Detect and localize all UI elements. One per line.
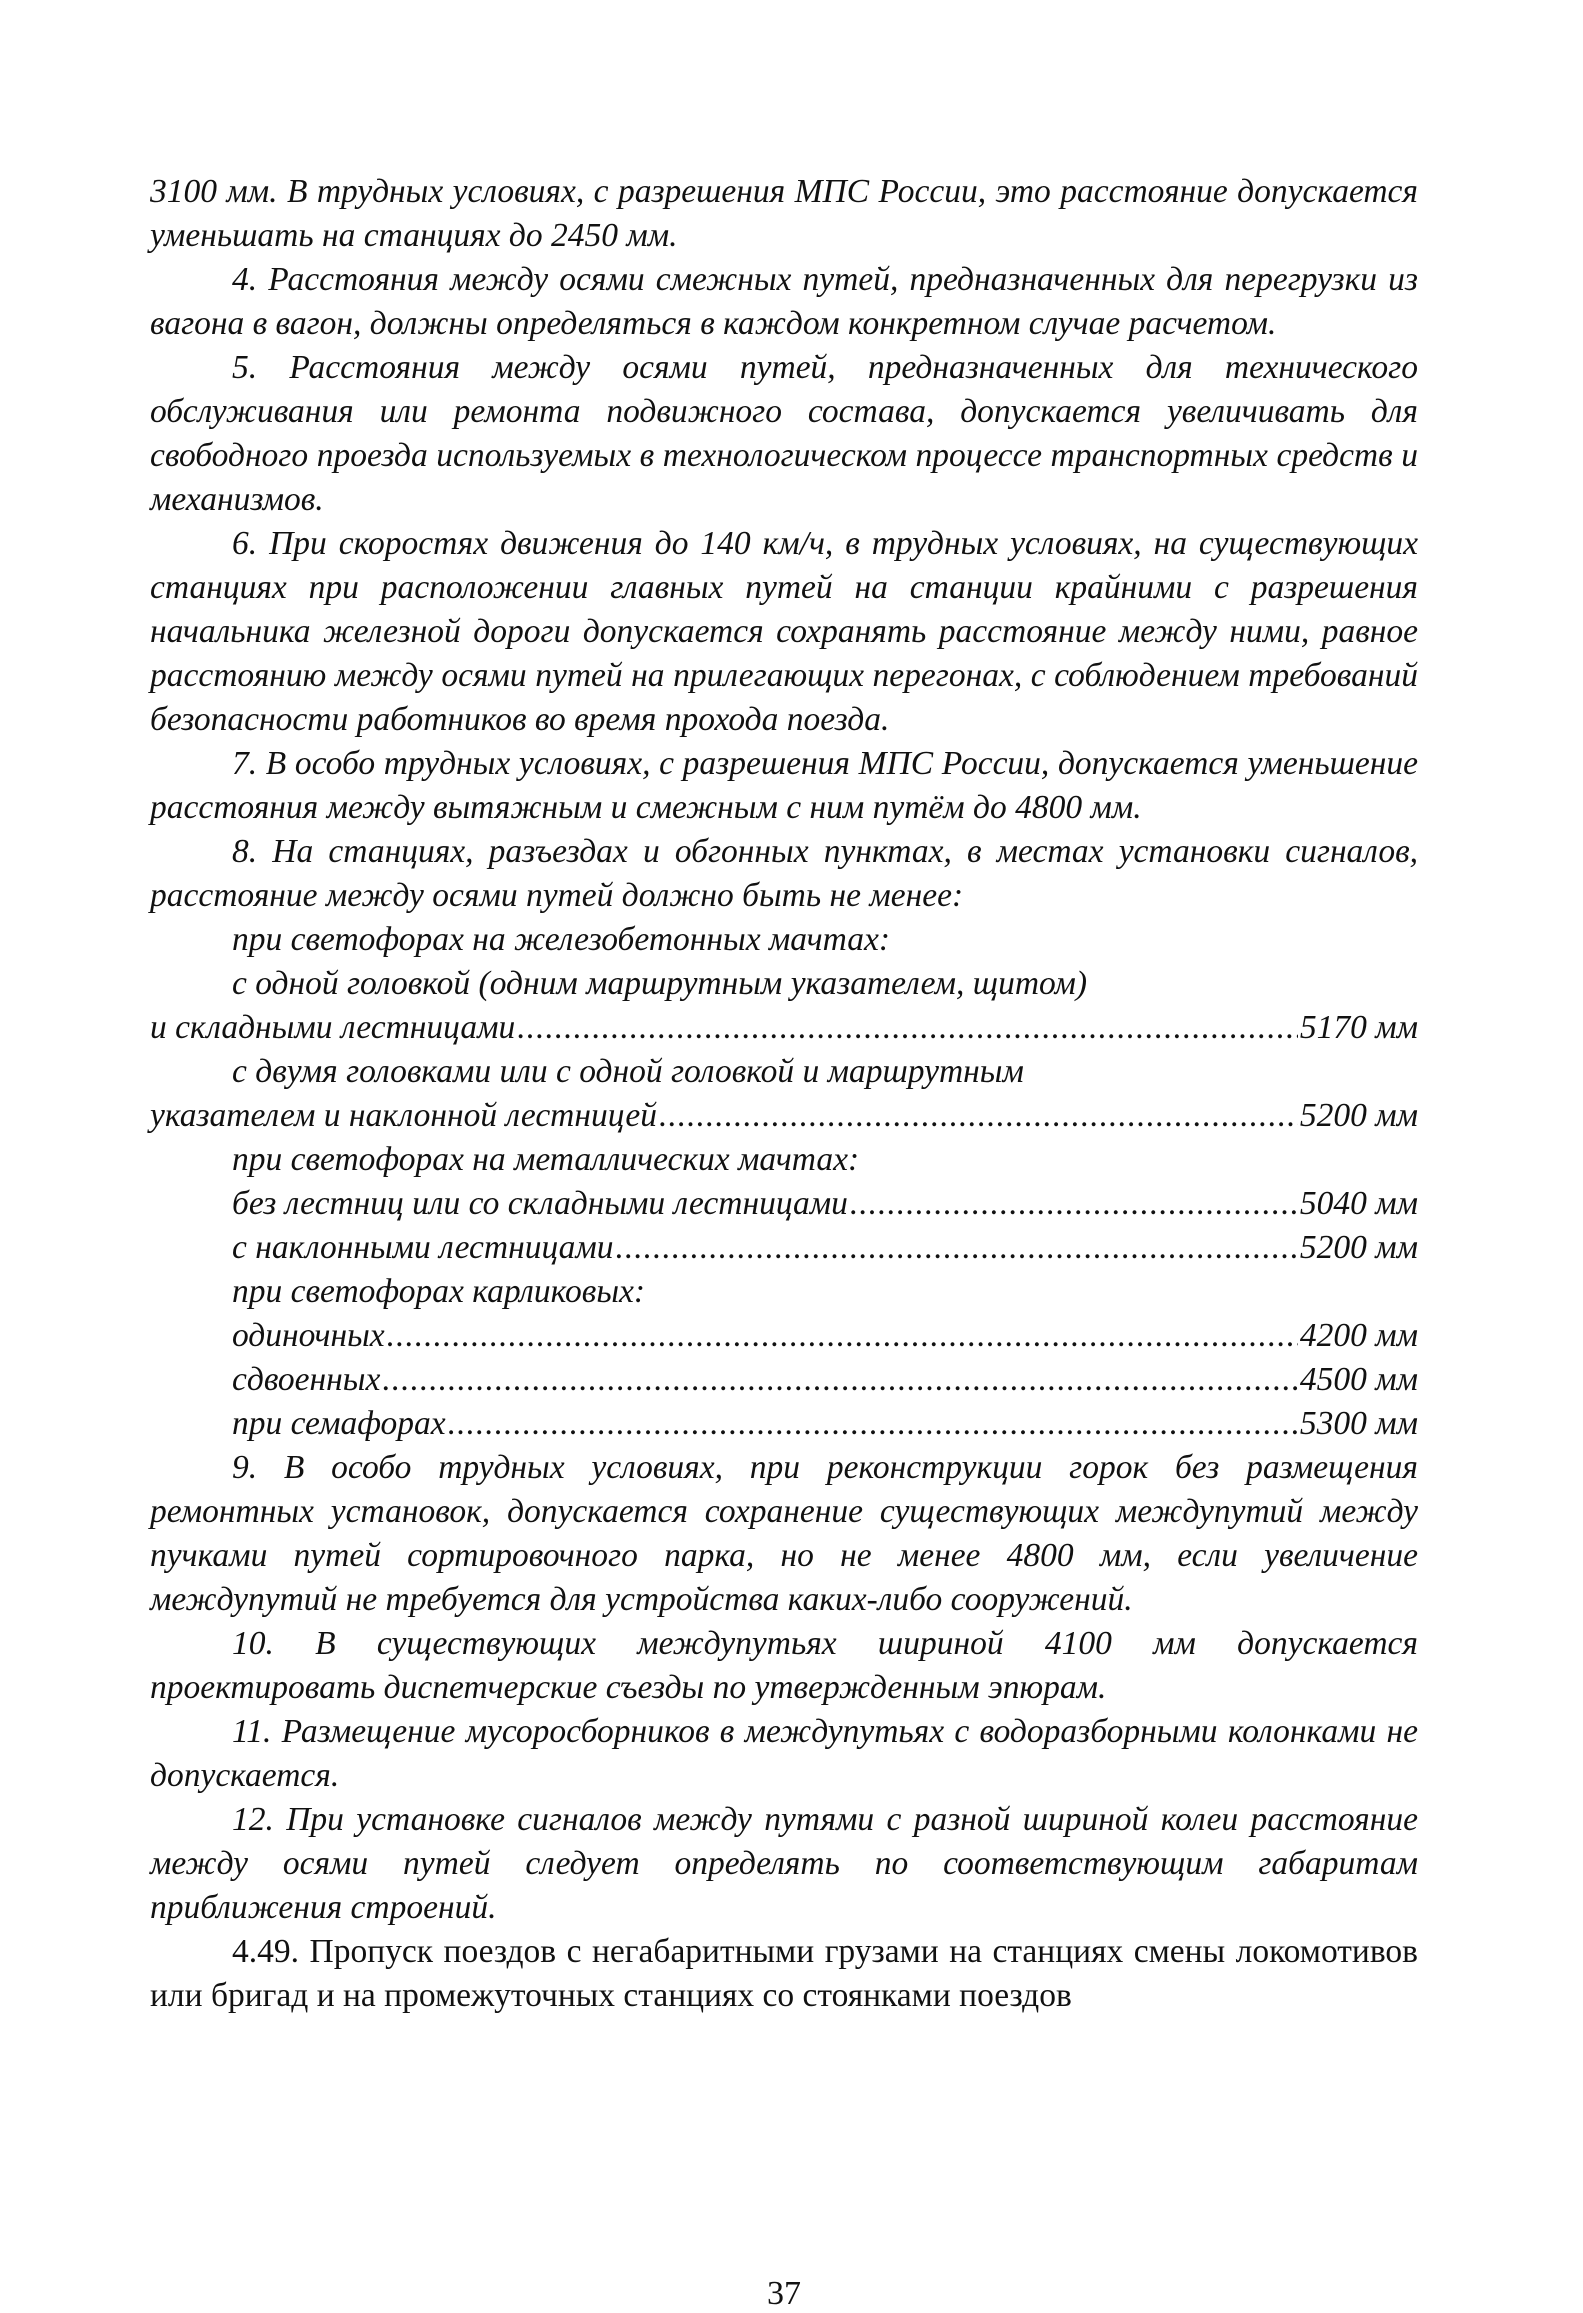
leader-dots — [659, 1094, 1298, 1138]
list-item-value: 5200 мм — [1299, 1097, 1418, 1134]
paragraph-intro: 3100 мм. В трудных условиях, с разрешения МПС России, это расстояние допускается уменьшать на станциях до 2450 мм. — [150, 173, 1418, 254]
paragraph-4: 4. Расстояния между осями смежных путей, предназначенных для перегрузки из вагона в вагон, должны определяться в каждом конкретном случае расчетом. — [150, 261, 1418, 342]
paragraph-6: 6. При скоростях движения до 140 км/ч, в трудных условиях, на существующих станциях при расположении главных путей на станции крайними с разрешения начальника железной дороги допускается сохранять расстояние между ними, равное расстоянию между осями путей на прилегающих перегонах, с соблюдением требований безопасности работников во время прохода поезда. — [150, 525, 1418, 738]
list-item — [150, 1358, 1418, 1402]
paragraph-12: 12. При установке сигналов между путями с разной шириной колеи расстояние между осями путей следует определять по соответствующим габаритам приближения строений. — [150, 1801, 1418, 1926]
paragraph-8: 8. На станциях, разъездах и обгонных пунктах, в местах установки сигналов, расстояние между осями путей должно быть не менее: — [150, 833, 1418, 914]
leader-dots — [387, 1314, 1298, 1358]
list-item-value: 4500 мм — [1299, 1361, 1418, 1398]
list-item-value: 5170 мм — [1299, 1009, 1418, 1046]
list-item-value: 5300 мм — [1299, 1405, 1418, 1442]
list-item-value: 5040 мм — [1299, 1185, 1418, 1222]
list-item-label: и складными лестницами — [150, 1009, 516, 1046]
list-item-label: при семафорах — [232, 1405, 446, 1442]
list-item-text: с двумя головками или с одной головкой и маршрутным — [232, 1053, 1024, 1090]
leader-dots — [616, 1226, 1298, 1270]
list-item-label: одиночных — [232, 1317, 385, 1354]
leader-dots — [517, 1006, 1298, 1050]
page-number: 37 — [767, 2275, 801, 2312]
paragraph-10: 10. В существующих междупутьях шириной 4100 мм допускается проектировать диспетчерские съезды по утвержденным эпюрам. — [150, 1625, 1418, 1706]
list-item — [150, 1006, 1418, 1050]
paragraph-7: 7. В особо трудных условиях, с разрешения МПС России, допускается уменьшение расстояния между вытяжным и смежным с ним путём до 4800 мм. — [150, 745, 1418, 826]
signal-distance-list — [150, 918, 1418, 1446]
document-page — [150, 170, 1418, 2312]
paragraph-9: 9. В особо трудных условиях, при реконструкции горок без размещения ремонтных установок, допускается сохранение существующих междупутий между пучками путей сортировочного парка, но не менее 4800 мм, если увеличение междупутий не требуется для устройства каких-либо сооружений. — [150, 1449, 1418, 1618]
paragraph-4-49: 4.49. Пропуск поездов с негабаритными грузами на станциях смены локомотивов или бригад и на промежуточных станциях со стоянками поездов — [150, 1933, 1418, 2014]
list-item — [150, 1094, 1418, 1138]
leader-dots — [382, 1358, 1298, 1402]
list-group-heading: при светофорах на железобетонных мачтах: — [232, 921, 890, 958]
paragraph-11: 11. Размещение мусоросборников в междупутьях с водоразборными колонками не допускается. — [150, 1713, 1418, 1794]
list-item-value: 5200 мм — [1299, 1229, 1418, 1266]
list-group-heading: при светофорах на металлических мачтах: — [232, 1141, 860, 1178]
list-item — [150, 1182, 1418, 1226]
list-item — [150, 1314, 1418, 1358]
list-item-label: без лестниц или со складными лестницами — [232, 1185, 848, 1222]
list-item — [150, 1402, 1418, 1446]
list-item-text: с одной головкой (одним маршрутным указателем, щитом) — [232, 965, 1088, 1002]
list-item-label: с наклонными лестницами — [232, 1229, 614, 1266]
list-item-value: 4200 мм — [1299, 1317, 1418, 1354]
list-item-label: указателем и наклонной лестницей — [150, 1097, 657, 1134]
paragraph-5: 5. Расстояния между осями путей, предназначенных для технического обслуживания или ремонта подвижного состава, допускается увеличивать для свободного проезда используемых в технологическом процессе транспортных средств и механизмов. — [150, 349, 1418, 518]
leader-dots — [448, 1402, 1298, 1446]
list-item — [150, 1226, 1418, 1270]
list-item-label: сдвоенных — [232, 1361, 381, 1398]
list-group-heading: при светофорах карликовых: — [232, 1273, 646, 1310]
leader-dots — [850, 1182, 1298, 1226]
